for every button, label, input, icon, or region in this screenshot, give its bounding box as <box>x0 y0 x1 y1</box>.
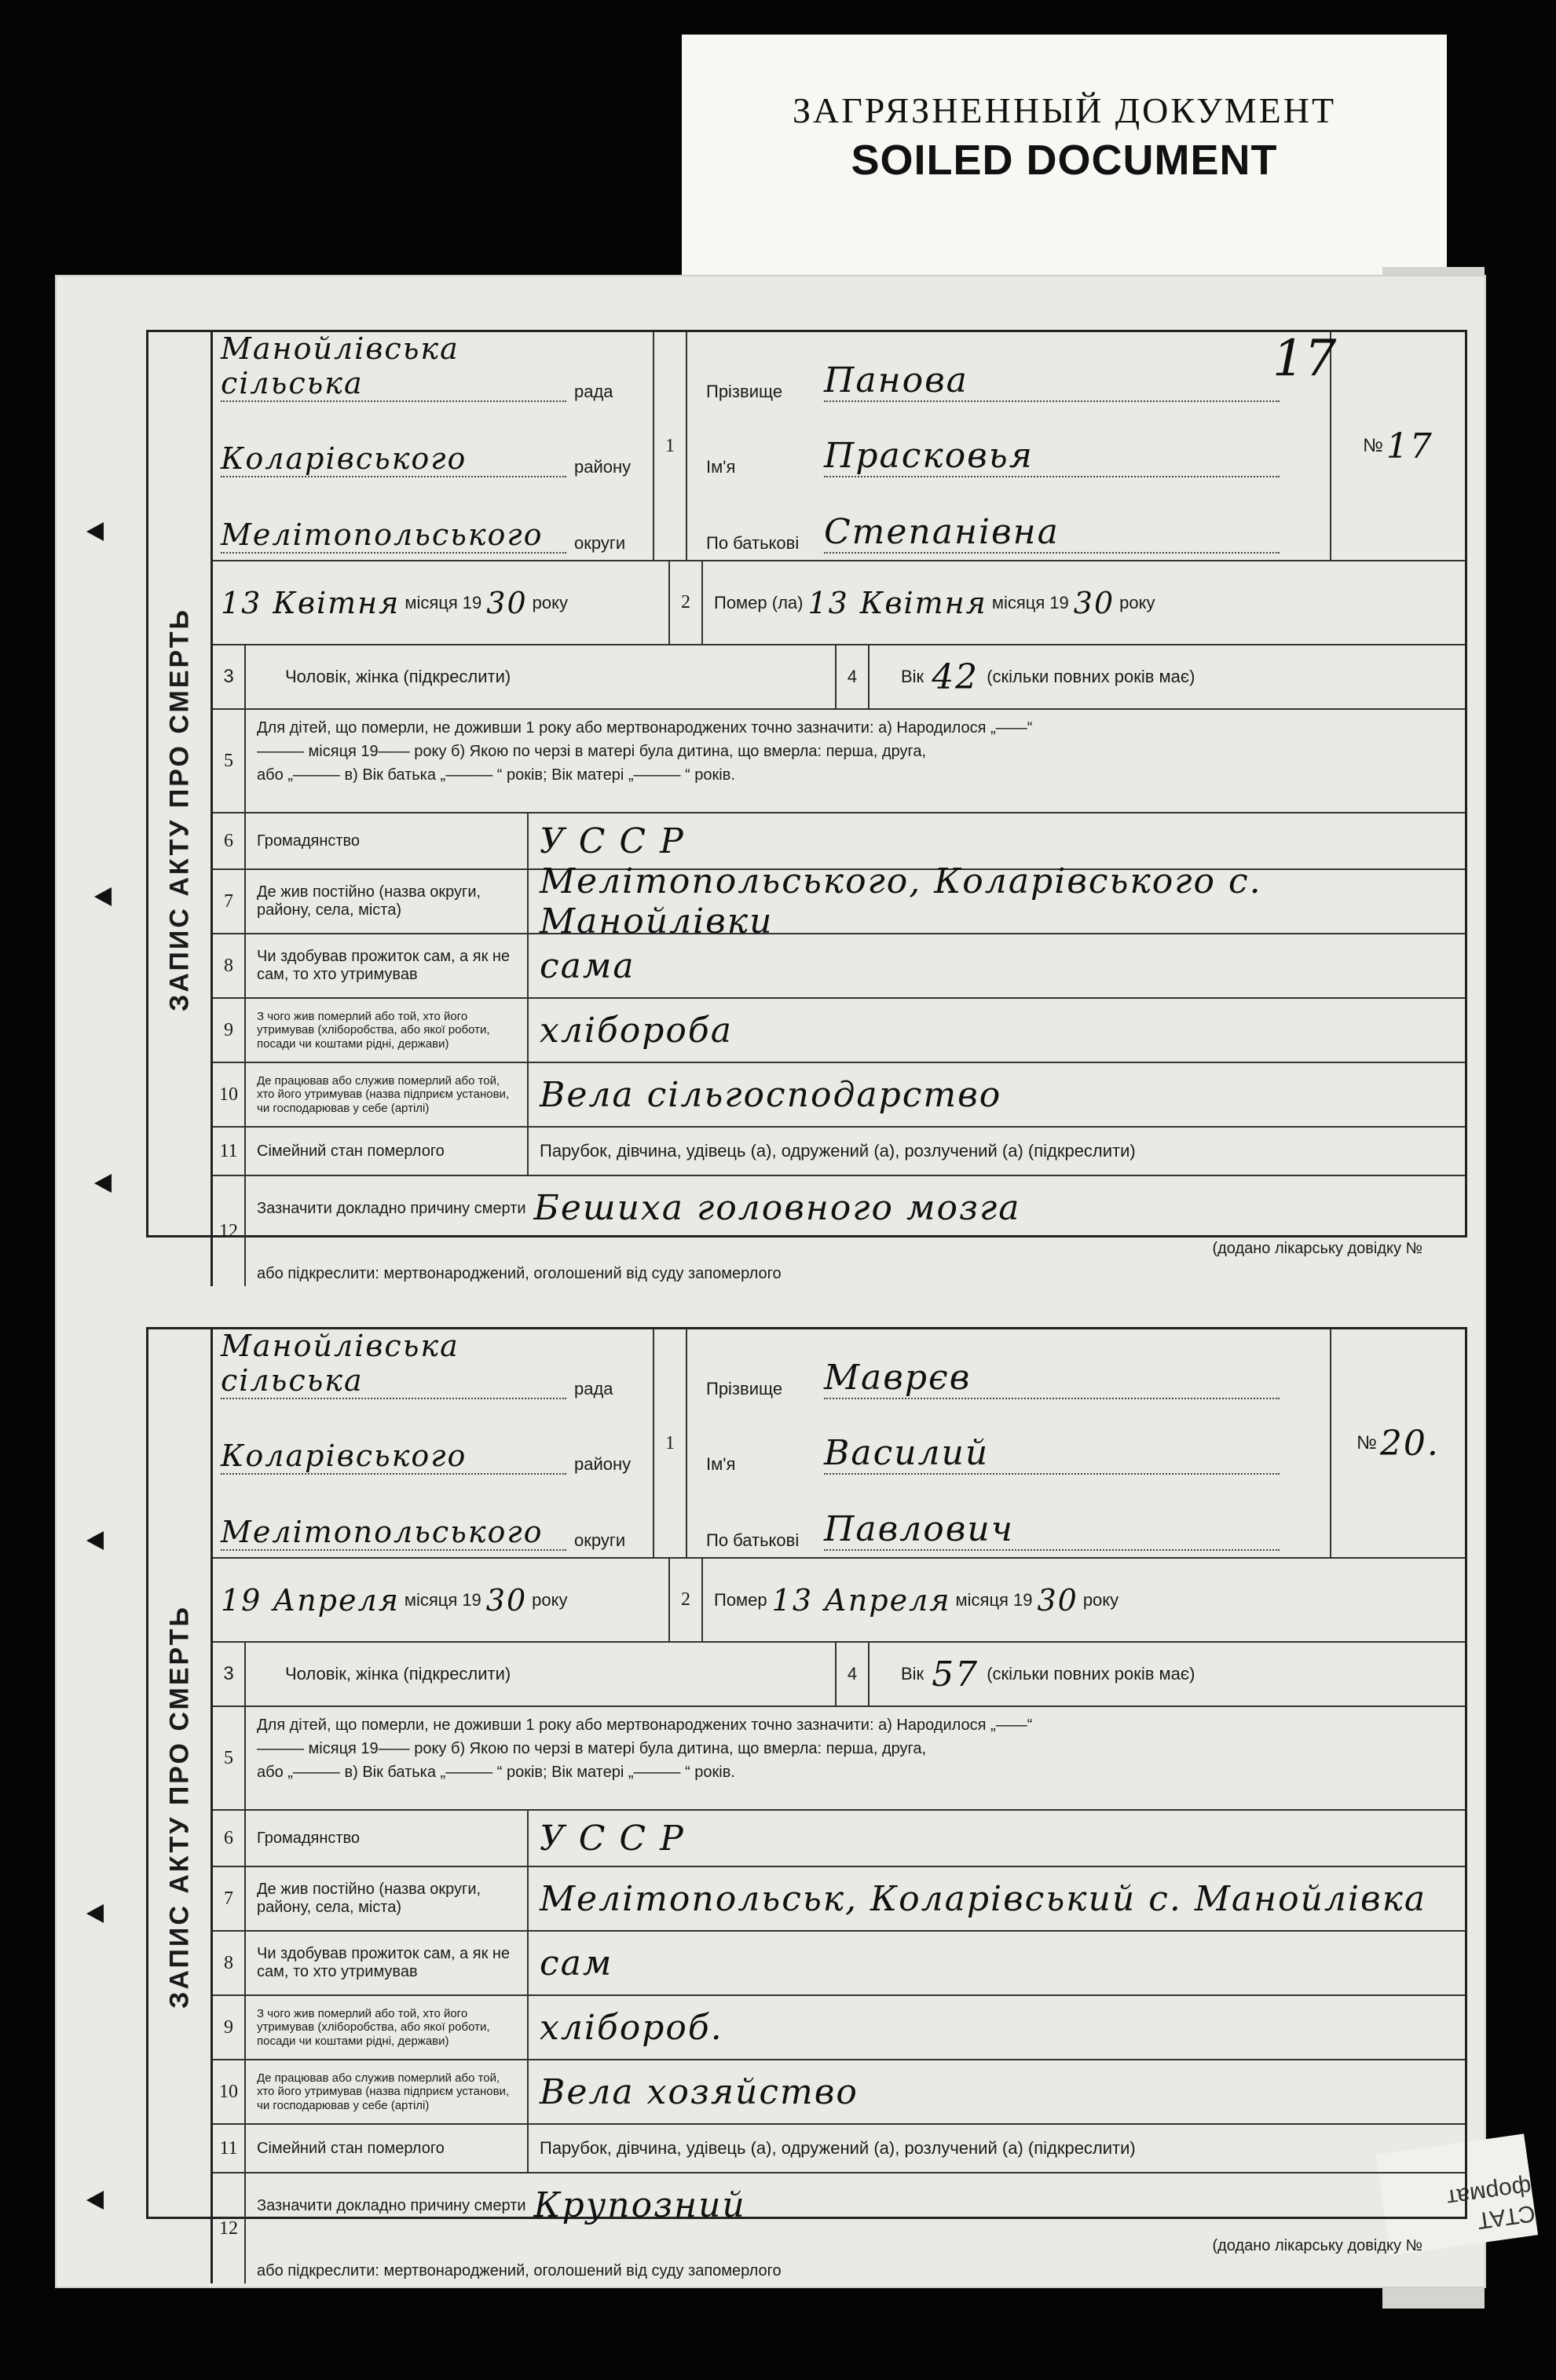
medical-certificate: (додано лікарську довідку № <box>1212 1240 1422 1258</box>
district-name: Коларівського <box>221 1435 566 1475</box>
registration-number: № 17 <box>1363 426 1433 466</box>
row-number: 1 <box>654 332 687 560</box>
income-source-label: З чого жив померлий або той, хто його утримував (хліборобства, або якої роботи, посади чи коштами рідні, держави) <box>246 999 529 1062</box>
marital-status-options: Парубок, дівчина, удівець (а), одружений (а), розлучений (а) (підкреслити) <box>540 2138 1136 2158</box>
patronymic-value: Павлович <box>824 1512 1280 1551</box>
name-value: Прасковья <box>824 438 1280 477</box>
district-label: району <box>574 457 632 477</box>
age-value: 57 <box>932 1654 979 1695</box>
patronymic-value: Степанівна <box>824 514 1280 554</box>
surname-value: Панова <box>824 363 1280 402</box>
marital-status-label: Сімейний стан померлого <box>246 1128 529 1175</box>
punch-hole-icon <box>94 887 112 906</box>
age-value: 42 <box>932 656 979 697</box>
residence-value: Мелітопольського, Коларівського с. Манойлівки <box>540 861 1262 941</box>
citizenship-value: У С С Р <box>540 821 685 861</box>
registration-year: 30 <box>485 1582 528 1618</box>
death-year: 30 <box>1037 1582 1078 1618</box>
cause-value: Крупозний <box>533 2185 746 2225</box>
record-side-title: ЗАПИС АКТУ ПРО СМЕРТЬ <box>148 1329 213 2283</box>
citizenship-label: Громадянство <box>246 1811 529 1866</box>
council-name: Манойлівська сільська <box>221 363 566 402</box>
workplace-value: Вела сільгосподарство <box>540 1074 1002 1115</box>
marital-status-options: Парубок, дівчина, удівець (а), одружений (а), розлучений (а) (підкреслити) <box>540 1141 1136 1161</box>
livelihood-label: Чи здобував прожиток сам, а як не сам, то хто утримував <box>246 934 529 997</box>
livelihood-value: сама <box>540 945 635 986</box>
record-side-title: ЗАПИС АКТУ ПРО СМЕРТЬ <box>148 332 213 1286</box>
cause-label: Зазначити докладно причину смерти <box>257 2197 526 2215</box>
okrug-label: округи <box>574 533 626 554</box>
name-label: Ім'я <box>706 457 736 477</box>
residence-label: Де жив постійно (назва округи, району, села, міста) <box>246 1867 529 1930</box>
district-name: Коларівського <box>221 438 566 477</box>
cause-alternative: або підкреслити: мертвонароджений, оголошений від суду запомерлого <box>257 2262 782 2280</box>
label-english: SOILED DOCUMENT <box>851 137 1278 184</box>
punch-hole-icon <box>86 1531 104 1550</box>
punch-hole-icon <box>86 2191 104 2210</box>
district-label: району <box>574 1454 632 1475</box>
name-value: Василий <box>824 1435 1280 1475</box>
age-label: Вік <box>901 1664 924 1684</box>
punch-hole-icon <box>86 1904 104 1923</box>
citizenship-value: У С С Р <box>540 1818 685 1859</box>
death-date: 13 Апреля <box>771 1582 951 1618</box>
registration-date: 19 Апреля <box>221 1582 400 1618</box>
surname-label: Прізвище <box>706 1378 783 1398</box>
soiled-document-label <box>682 35 1447 283</box>
income-source-value: хлібороба <box>540 1010 733 1051</box>
name-label: Ім'я <box>706 1454 736 1475</box>
okrug-label: округи <box>574 1530 626 1551</box>
sex-field: Чоловік, жінка (підкреслити) <box>246 645 837 708</box>
citizenship-label: Громадянство <box>246 813 529 868</box>
registration-date: 13 Квітня <box>221 585 401 620</box>
okrug-name: Мелітопольського <box>221 1512 566 1551</box>
infant-death-section: Для дітей, що померли, не доживши 1 року або мертвонароджених точно зазначити: а) Народилося „——“ ——— місяця 19—— року б) Якою по черзі в матері була дитина, що вмерла: перша, друга, або „——— в) Вік батька „——— “ років; Вік матері „——— “ років. <box>257 719 1033 784</box>
surname-value: Маврєв <box>824 1360 1280 1399</box>
death-record-1: ЗАПИС АКТУ ПРО СМЕРТЬ Манойлівська сільська рада Коларівського району Мелітопольського округи 1 Прізвище Панова Ім'я Прасковья По батькові Степанівна № 17 13 Квітня місяця 19 30 року 2 Помер (ла) 13 Квітня місяця 19 30 року 3 Чоловік, жінка (підкреслити) 4 Вік 42 (скільки повних років має) 5 Для дітей, що померли, не доживши 1 року або мертвонароджених точно зазначити: а) Народилося „——“ ——— місяця 19—— року б) Якою по черзі в матері була дитина, що вмерла: перша, друга, або „——— в) Вік батька „——— “ років; Вік матері „——— “ років. 6 Громадянство У С С Р 7 Де жив постійно (назва округи, району, села, міста) Мелітопольського, Коларівського с. Манойлівки 8 Чи здобував прожиток сам, а як не сам, то хто утримував сама 9 З чого жив померлий або той, хто його утримував (хліборобства, або якої роботи, посади чи коштами рідні, держави) хлібороба 10 Де працював або служив померлий або той, хто його утримував (назва підприєм установи, чи господарював у себе (артілі) Вела сільгосподарство 11 Сімейний стан померлого Парубок, дівчина, удівець (а), одружений (а), розлучений (а) (підкреслити) 12 Зазначити докладно причину смерти Бешиха головного мозга (додано лікарську довідку № або підкреслити: мертвонароджений, оголошений від суду запомерлого <box>146 330 1467 1238</box>
fold-note: СТАТ формат <box>1444 2173 1537 2234</box>
workplace-label: Де працював або служив померлий або той, хто його утримував (назва підприєм установи, чи господарював у себе (артілі) <box>246 1063 529 1126</box>
age-label: Вік <box>901 667 924 686</box>
registration-year: 30 <box>486 585 528 620</box>
punch-hole-icon <box>94 1174 112 1193</box>
livelihood-label: Чи здобував прожиток сам, а як не сам, то хто утримував <box>246 1932 529 1994</box>
workplace-label: Де працював або служив померлий або той, хто його утримував (назва підприєм установи, чи господарював у себе (артілі) <box>246 2060 529 2123</box>
infant-death-section: Для дітей, що померли, не доживши 1 року або мертвонароджених точно зазначити: а) Народилося „——“ ——— місяця 19—— року б) Якою по черзі в матері була дитина, що вмерла: перша, друга, або „——— в) Вік батька „——— “ років; Вік матері „——— “ років. <box>257 1716 1033 1781</box>
punch-hole-icon <box>86 522 104 541</box>
council-label: рада <box>574 1378 613 1398</box>
council-name: Манойлівська сільська <box>221 1360 566 1399</box>
okrug-name: Мелітопольського <box>221 514 566 554</box>
death-year: 30 <box>1073 585 1115 620</box>
death-date: 13 Квітня <box>807 585 987 620</box>
registration-number: № 20. <box>1356 1423 1440 1464</box>
died-label: Помер (ла) <box>714 592 804 612</box>
label-russian: ЗАГРЯЗНЕННЫЙ ДОКУМЕНТ <box>792 90 1337 130</box>
cause-value: Бешиха головного мозга <box>533 1188 1021 1228</box>
death-record-2: ЗАПИС АКТУ ПРО СМЕРТЬ Манойлівська сільська рада Коларівського району Мелітопольського округи 1 Прізвище Маврєв Ім'я Василий По батькові Павлович № 20. 19 Апреля місяця 19 30 року 2 Помер 13 Апреля місяця 19 30 року 3 Чоловік, жінка (підкреслити) 4 Вік 57 (скільки повних років має) 5 Для дітей, що померли, не доживши 1 року або мертвонароджених точно зазначити: а) Народилося „——“ ——— місяця 19—— року б) Якою по черзі в матері була дитина, що вмерла: перша, друга, або „——— в) Вік батька „——— “ років; Вік матері „——— “ років. 6 Громадянство У С С Р 7 Де жив постійно (назва округи, району, села, міста) Мелітопольськ, Коларівський с. Манойлівка 8 Чи здобував прожиток сам, а як не сам, то хто утримував сам 9 З чого жив померлий або той, хто його утримував (хліборобства, або якої роботи, посади чи коштами рідні, держави) хлібороб. 10 Де працював або служив померлий або той, хто його утримував (назва підприєм установи, чи господарював у себе (артілі) Вела хозяйство 11 Сімейний стан померлого Парубок, дівчина, удівець (а), одружений (а), розлучений (а) (підкреслити) 12 Зазначити докладно причину смерти Крупозний (додано лікарську довідку № або підкреслити: мертвонароджений, оголошений від суду запомерлого <box>146 1327 1467 2219</box>
income-source-label: З чого жив померлий або той, хто його утримував (хліборобства, або якої роботи, посади чи коштами рідні, держави) <box>246 1996 529 2059</box>
corner-mark: 17 <box>1272 330 1337 388</box>
marital-status-label: Сімейний стан померлого <box>246 2125 529 2172</box>
registration-number-value: 17 <box>1386 426 1433 466</box>
cause-alternative: або підкреслити: мертвонароджений, оголошений від суду запомерлого <box>257 1265 782 1283</box>
council-label: рада <box>574 381 613 401</box>
patronymic-label: По батькові <box>706 1530 800 1551</box>
died-label: Помер <box>714 1589 767 1610</box>
residence-value: Мелітопольськ, Коларівський с. Манойлівка <box>540 1878 1427 1919</box>
patronymic-label: По батькові <box>706 533 800 554</box>
workplace-value: Вела хозяйство <box>540 2071 859 2112</box>
livelihood-value: сам <box>540 1943 613 1983</box>
registration-number-value: 20. <box>1379 1423 1440 1464</box>
surname-label: Прізвище <box>706 381 783 401</box>
cause-label: Зазначити докладно причину смерти <box>257 1200 526 1218</box>
row-number: 1 <box>654 1329 687 1557</box>
residence-label: Де жив постійно (назва округи, району, села, міста) <box>246 870 529 933</box>
income-source-value: хлібороб. <box>540 2007 723 2048</box>
medical-certificate: (додано лікарську довідку № <box>1212 2237 1422 2255</box>
sex-field: Чоловік, жінка (підкреслити) <box>246 1643 837 1705</box>
